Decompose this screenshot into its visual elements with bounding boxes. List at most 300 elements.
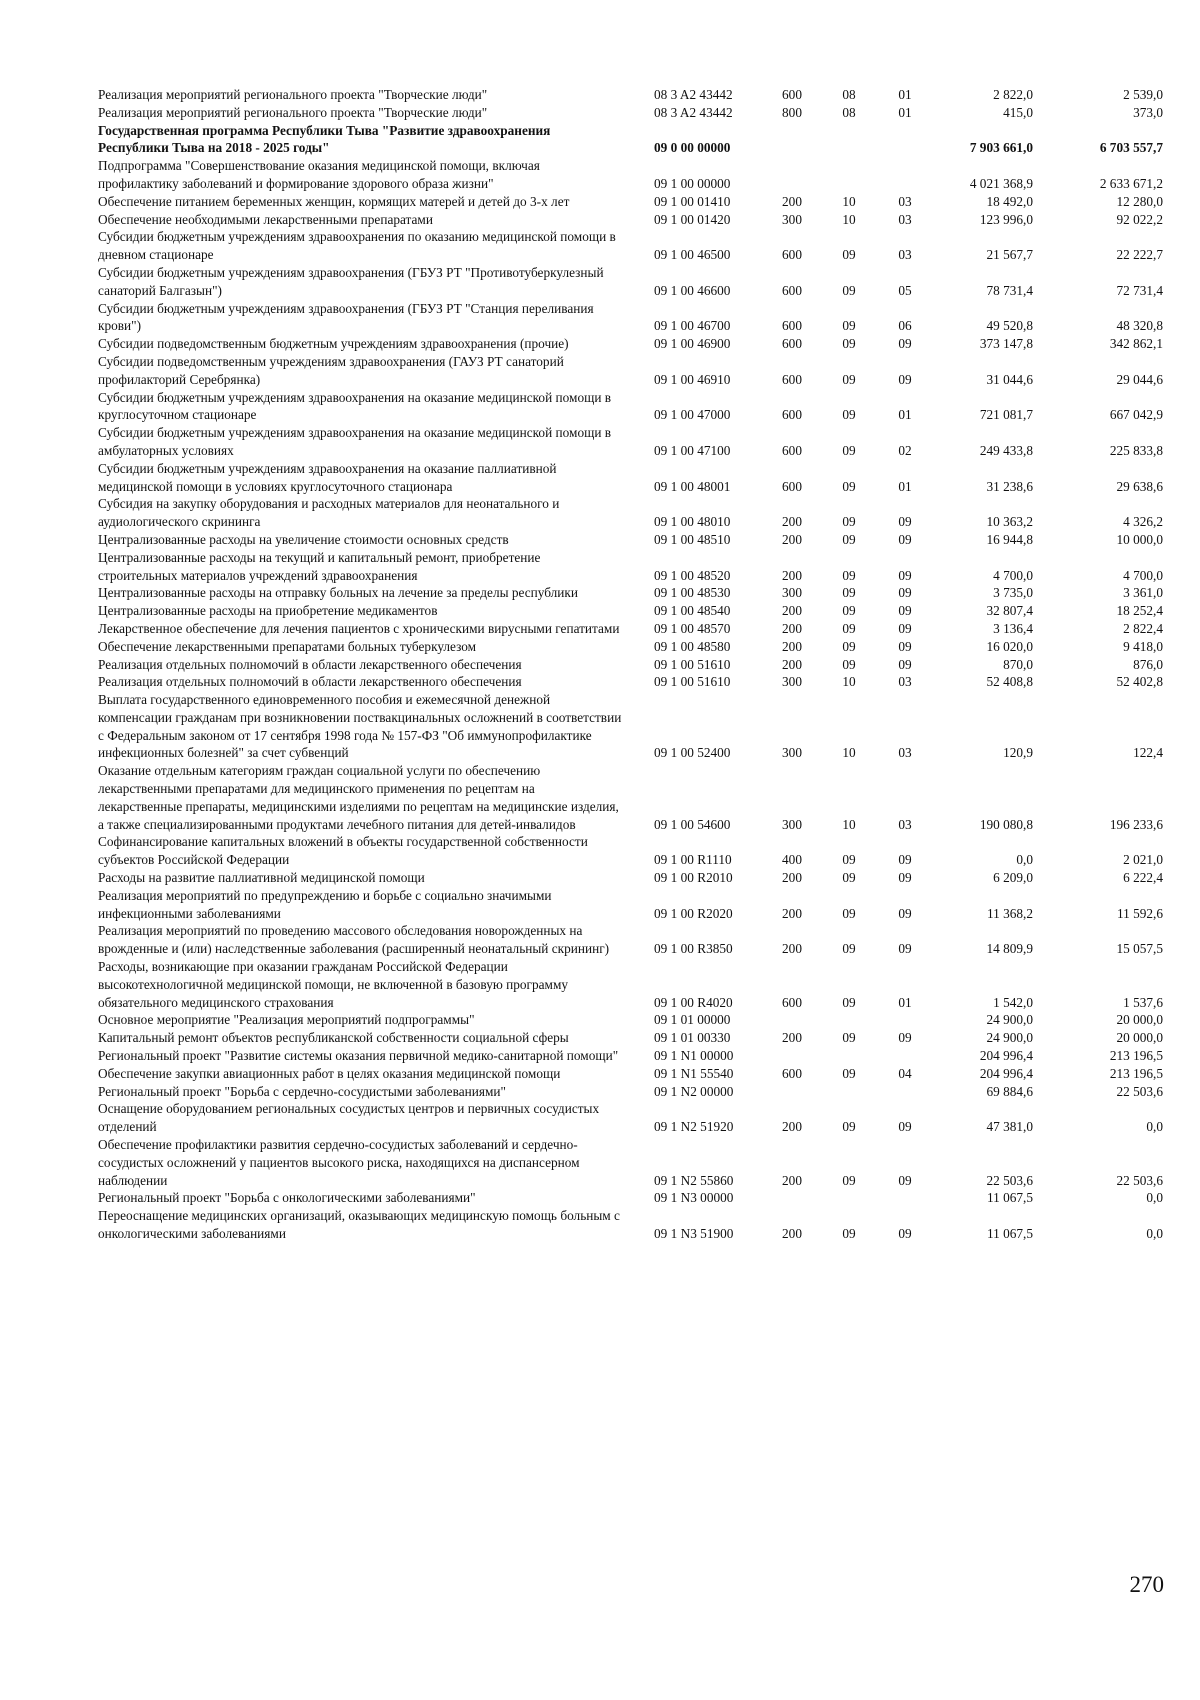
row-code: 09 1 00 46900: [654, 336, 731, 352]
row-amount-1: 190 080,8: [979, 816, 1033, 832]
row-name: Обеспечение профилактики развития сердечно-сосудистых заболеваний и сердечно-сосудистых осложнений у пациентов высокого риска, находящихся на диспансерном наблюдении: [98, 1137, 580, 1188]
row-amount-1: 204 996,4: [979, 1048, 1033, 1064]
row-section: 08: [842, 87, 856, 102]
row-name: Субсидии бюджетным учреждениям здравоохранения на оказание медицинской помощи в амбулаторных условиях: [98, 425, 612, 458]
row-amount-2: 22 503,6: [1116, 1172, 1163, 1188]
row-expense-type: 200: [782, 620, 802, 636]
row-code: 09 1 N2 00000: [654, 1083, 734, 1099]
row-amount-2: 3 361,0: [1123, 585, 1163, 601]
table-row: [98, 122, 1163, 158]
row-subsection: 09: [898, 905, 912, 921]
row-name: Централизованные расходы на приобретение медикаментов: [98, 603, 438, 619]
row-name: Подпрограмма "Совершенствование оказания медицинской помощи, включая профилактику заболеваний и формирование здорового образа жизни": [98, 158, 540, 191]
table-row: [98, 86, 1163, 104]
row-code: 09 1 00 R2020: [654, 905, 733, 921]
row-amount-2: 342 862,1: [1109, 336, 1163, 352]
row-section: 09: [842, 247, 856, 263]
row-amount-2: 2 633 671,2: [1099, 175, 1163, 191]
row-expense-type: 600: [782, 478, 802, 494]
row-name: Капитальный ремонт объектов республиканской собственности социальной сферы: [98, 1030, 569, 1046]
row-subsection: 01: [898, 87, 912, 102]
row-section: 09: [842, 941, 856, 957]
row-expense-type: 600: [782, 282, 802, 298]
row-subsection: 09: [898, 603, 912, 619]
row-code: 09 1 00 54600: [654, 816, 731, 832]
row-name: Реализация отдельных полномочий в области лекарственного обеспечения: [98, 674, 522, 690]
row-section: 09: [842, 905, 856, 921]
row-amount-2: 22 222,7: [1116, 247, 1163, 263]
row-name: Субсидии бюджетным учреждениям здравоохранения (ГБУЗ РТ "Станция переливания крови"): [98, 300, 594, 334]
row-code: 08 3 A2 43442: [654, 104, 733, 120]
row-amount-1: 78 731,4: [986, 282, 1033, 298]
row-amount-1: 373 147,8: [979, 336, 1033, 352]
row-expense-type: 600: [782, 371, 802, 387]
row-amount-2: 12 280,0: [1116, 193, 1163, 209]
row-name: Централизованные расходы на отправку больных на лечение за пределы республики: [98, 585, 578, 601]
row-amount-2: 2 539,0: [1123, 87, 1163, 102]
row-subsection: 03: [898, 745, 912, 761]
table-row: [98, 300, 1163, 336]
row-amount-1: 120,9: [1003, 745, 1033, 761]
row-expense-type: 200: [782, 1119, 802, 1135]
row-amount-1: 4 700,0: [993, 567, 1033, 583]
row-section: 09: [842, 371, 856, 387]
row-amount-2: 667 042,9: [1109, 407, 1163, 423]
row-expense-type: 600: [782, 247, 802, 263]
row-expense-type: 200: [782, 656, 802, 672]
row-subsection: 09: [898, 852, 912, 868]
table-row: [98, 1189, 1163, 1207]
row-subsection: 03: [898, 247, 912, 263]
table-row: [98, 193, 1163, 211]
row-expense-type: 600: [782, 994, 802, 1010]
row-section: 09: [842, 870, 856, 886]
row-expense-type: 200: [782, 870, 802, 886]
table-body: [98, 86, 1163, 1243]
row-subsection: 09: [898, 1172, 912, 1188]
row-amount-1: 31 044,6: [986, 371, 1033, 387]
row-section: [821, 122, 877, 158]
row-name: Оснащение оборудованием региональных сосудистых центров и первичных сосудистых отделений: [98, 1101, 600, 1135]
row-name: Оказание отдельным категориям граждан социальной услуги по обеспечению лекарственными препаратами для медицинского применения по рецептам на лекарственные препараты, медицинскими изделиями по рецептам на медицинские изделия, а также специализированными продуктами лечебного питания для детей-инвалидов: [98, 763, 619, 832]
row-code: 09 1 00 51610: [654, 656, 731, 672]
row-section: 09: [842, 656, 856, 672]
row-name: Региональный проект "Борьба с онкологическими заболеваниями": [98, 1190, 476, 1206]
row-code: 09 1 00 47100: [654, 442, 731, 458]
row-expense-type: 200: [782, 905, 802, 921]
row-amount-1: 47 381,0: [986, 1119, 1033, 1135]
row-amount-1: 22 503,6: [986, 1172, 1033, 1188]
row-amount-2: 373,0: [1133, 104, 1163, 120]
row-subsection: [877, 1047, 933, 1065]
table-row: [98, 887, 1163, 923]
table-row: [98, 1083, 1163, 1101]
row-code: 09 1 00 R4020: [654, 994, 733, 1010]
row-expense-type: 300: [782, 585, 802, 601]
row-amount-1: 21 567,7: [986, 247, 1033, 263]
row-amount-2: 18 252,4: [1116, 603, 1163, 619]
row-amount-2: 213 196,5: [1109, 1048, 1163, 1064]
row-amount-2: 2 822,4: [1123, 620, 1163, 636]
row-subsection: 09: [898, 1030, 912, 1046]
row-amount-1: 49 520,8: [986, 318, 1033, 334]
table-row: [98, 584, 1163, 602]
row-code: 09 1 N3 51900: [654, 1226, 734, 1241]
row-subsection: 04: [898, 1065, 912, 1081]
row-section: 09: [842, 282, 856, 298]
row-name: Субсидии подведомственным учреждениям здравоохранения (ГАУЗ РТ санаторий профилакторий Серебрянка): [98, 353, 564, 387]
row-subsection: [877, 1011, 933, 1029]
table-row: [98, 922, 1163, 958]
table-row: [98, 602, 1163, 620]
row-amount-1: 31 238,6: [986, 478, 1033, 494]
row-section: 08: [842, 104, 856, 120]
table-row: [98, 620, 1163, 638]
row-section: [821, 1189, 877, 1207]
row-name: Лекарственное обеспечение для лечения пациентов с хроническими вирусными гепатитами: [98, 620, 620, 636]
row-section: 09: [842, 442, 856, 458]
row-code: 09 1 00 46700: [654, 318, 731, 334]
row-amount-1: 14 809,9: [986, 941, 1033, 957]
row-expense-type: 600: [782, 318, 802, 334]
row-amount-1: 3 136,4: [993, 620, 1033, 636]
row-amount-1: 4 021 368,9: [969, 175, 1033, 191]
row-amount-1: 24 900,0: [986, 1012, 1033, 1028]
row-expense-type: 400: [782, 852, 802, 868]
row-subsection: 01: [898, 994, 912, 1010]
row-subsection: 09: [898, 514, 912, 530]
row-name: Софинансирование капитальных вложений в объекты государственной собственности субъектов Российской Федерации: [98, 834, 588, 868]
row-name: Централизованные расходы на увеличение стоимости основных средств: [98, 531, 509, 547]
row-section: 09: [842, 603, 856, 619]
row-subsection: 09: [898, 638, 912, 654]
table-row: [98, 958, 1163, 1011]
table-row: [98, 104, 1163, 122]
row-section: 10: [842, 211, 856, 227]
row-code: 09 1 00 48580: [654, 638, 731, 654]
row-amount-1: 52 408,8: [986, 674, 1033, 690]
row-subsection: 01: [898, 407, 912, 423]
table-row: [98, 228, 1163, 264]
table-row: [98, 673, 1163, 691]
table-row: [98, 656, 1163, 674]
row-expense-type: [763, 157, 821, 193]
row-subsection: 09: [898, 585, 912, 601]
row-expense-type: [763, 1189, 821, 1207]
row-subsection: 03: [898, 193, 912, 209]
row-code: 09 1 N2 51920: [654, 1119, 734, 1135]
row-section: 09: [842, 318, 856, 334]
table-row: [98, 1065, 1163, 1083]
row-amount-1: 10 363,2: [986, 514, 1033, 530]
row-amount-1: 18 492,0: [986, 193, 1033, 209]
row-subsection: 09: [898, 567, 912, 583]
row-amount-2: 225 833,8: [1109, 442, 1163, 458]
page-number: 270: [1129, 1572, 1164, 1597]
row-section: 09: [842, 1119, 856, 1135]
row-section: 09: [842, 531, 856, 547]
row-code: 09 1 00 51610: [654, 674, 731, 690]
row-name: Субсидии бюджетным учреждениям здравоохранения по оказанию медицинской помощи в дневном стационаре: [98, 229, 616, 263]
row-subsection: 03: [898, 211, 912, 227]
row-name: Обеспечение лекарственными препаратами больных туберкулезом: [98, 638, 477, 654]
row-code: 09 1 00 48530: [654, 585, 731, 601]
row-expense-type: 200: [782, 1226, 802, 1241]
row-section: 09: [842, 336, 856, 352]
row-amount-2: 48 320,8: [1116, 318, 1163, 334]
row-amount-1: 721 081,7: [979, 407, 1033, 423]
row-name: Реализация мероприятий по предупреждению и борьбе с социально значимыми инфекционными заболеваниями: [98, 887, 552, 921]
row-amount-2: 15 057,5: [1116, 941, 1163, 957]
row-code: 09 1 00 R3850: [654, 941, 733, 957]
row-section: [821, 1083, 877, 1101]
row-code: 09 1 N1 55540: [654, 1065, 734, 1081]
row-amount-1: 204 996,4: [979, 1065, 1033, 1081]
row-code: 09 1 00 47000: [654, 407, 731, 423]
row-name: Реализация отдельных полномочий в области лекарственного обеспечения: [98, 656, 522, 672]
table-row: [98, 495, 1163, 531]
row-code: 09 1 00 52400: [654, 745, 731, 761]
row-name: Обеспечение закупки авиационных работ в целях оказания медицинской помощи: [98, 1065, 561, 1081]
row-section: 10: [842, 193, 856, 209]
row-code: 09 1 00 48001: [654, 478, 731, 494]
row-name: Региональный проект "Борьба с сердечно-сосудистыми заболеваниями": [98, 1083, 506, 1099]
budget-table: [98, 86, 1163, 1243]
row-section: 10: [842, 816, 856, 832]
table-row: [98, 833, 1163, 869]
row-expense-type: [763, 1011, 821, 1029]
row-subsection: 09: [898, 620, 912, 636]
row-amount-2: 11 592,6: [1116, 905, 1163, 921]
row-name: Субсидии подведомственным бюджетным учреждениям здравоохранения (прочие): [98, 336, 569, 352]
row-expense-type: 300: [782, 816, 802, 832]
row-name: Реализация мероприятий регионального проекта "Творческие люди": [98, 104, 488, 120]
row-name: Субсидия на закупку оборудования и расходных материалов для неонатального и аудиологического скрининга: [98, 496, 560, 530]
row-amount-1: 870,0: [1003, 656, 1033, 672]
row-subsection: 06: [898, 318, 912, 334]
row-amount-1: 11 368,2: [986, 905, 1033, 921]
row-amount-1: 16 944,8: [986, 531, 1033, 547]
row-expense-type: 300: [782, 674, 802, 690]
table-row: [98, 1136, 1163, 1189]
row-amount-1: 415,0: [1003, 104, 1033, 120]
table-row: [98, 389, 1163, 425]
table-row: [98, 264, 1163, 300]
row-amount-2: 9 418,0: [1123, 638, 1163, 654]
row-code: 08 3 A2 43442: [654, 87, 733, 102]
row-amount-2: 10 000,0: [1116, 531, 1163, 547]
row-section: 09: [842, 585, 856, 601]
row-amount-1: 7 903 661,0: [969, 140, 1033, 156]
row-amount-2: 0,0: [1146, 1226, 1163, 1241]
row-amount-1: 24 900,0: [986, 1030, 1033, 1046]
row-subsection: 03: [898, 674, 912, 690]
row-expense-type: 200: [782, 514, 802, 530]
row-amount-1: 3 735,0: [993, 585, 1033, 601]
row-section: [821, 157, 877, 193]
row-section: 09: [842, 994, 856, 1010]
row-amount-2: 4 326,2: [1123, 514, 1163, 530]
row-code: 09 1 00 46500: [654, 247, 731, 263]
table-row: [98, 211, 1163, 229]
row-name: Субсидии бюджетным учреждениям здравоохранения на оказание медицинской помощи в круглосуточном стационаре: [98, 389, 612, 423]
row-expense-type: 200: [782, 1030, 802, 1046]
row-name: Субсидии бюджетным учреждениям здравоохранения на оказание паллиативной медицинской помощи в условиях круглосуточного стационара: [98, 460, 557, 494]
row-subsection: 03: [898, 816, 912, 832]
row-amount-1: 11 067,5: [986, 1226, 1033, 1241]
row-section: 09: [842, 478, 856, 494]
row-expense-type: [763, 1047, 821, 1065]
row-subsection: 01: [898, 478, 912, 494]
row-amount-1: 0,0: [1016, 852, 1033, 868]
row-expense-type: 200: [782, 531, 802, 547]
row-expense-type: 600: [782, 442, 802, 458]
row-section: 09: [842, 1226, 856, 1241]
row-expense-type: [763, 1083, 821, 1101]
row-amount-2: 2 021,0: [1123, 852, 1163, 868]
row-subsection: [877, 1189, 933, 1207]
row-code: 09 1 00 46600: [654, 282, 731, 298]
table-row: [98, 1207, 1163, 1243]
row-name: Обеспечение питанием беременных женщин, кормящих матерей и детей до 3-х лет: [98, 193, 570, 209]
row-section: 09: [842, 620, 856, 636]
row-subsection: 09: [898, 1119, 912, 1135]
row-subsection: 09: [898, 941, 912, 957]
row-section: 10: [842, 674, 856, 690]
table-row: [98, 1029, 1163, 1047]
row-expense-type: 600: [782, 1065, 802, 1081]
row-section: 09: [842, 1172, 856, 1188]
row-code: 09 1 01 00330: [654, 1030, 731, 1046]
row-expense-type: 600: [782, 87, 802, 102]
row-code: 09 1 N1 00000: [654, 1048, 734, 1064]
row-subsection: 09: [898, 371, 912, 387]
row-section: 09: [842, 1030, 856, 1046]
table-row: [98, 762, 1163, 833]
row-subsection: [877, 1083, 933, 1101]
row-amount-2: 4 700,0: [1123, 567, 1163, 583]
row-name: Реализация мероприятий регионального проекта "Творческие люди": [98, 87, 488, 102]
row-code: 09 0 00 00000: [654, 140, 731, 156]
row-expense-type: 600: [782, 336, 802, 352]
row-section: 09: [842, 567, 856, 583]
row-section: 09: [842, 1065, 856, 1081]
row-amount-2: 52 402,8: [1116, 674, 1163, 690]
row-code: 09 1 00 R1110: [654, 852, 732, 868]
row-code: 09 1 00 46910: [654, 371, 731, 387]
row-code: 09 1 00 R2010: [654, 870, 733, 886]
row-subsection: [877, 157, 933, 193]
table-row: [98, 691, 1163, 762]
row-amount-2: 29 044,6: [1116, 371, 1163, 387]
row-amount-2: 6 222,4: [1123, 870, 1163, 886]
row-amount-2: 20 000,0: [1116, 1012, 1163, 1028]
row-name: Переоснащение медицинских организаций, оказывающих медицинскую помощь больным с онкологическими заболеваниями: [98, 1208, 620, 1241]
table-row: [98, 1047, 1163, 1065]
row-subsection: [877, 122, 933, 158]
row-code: 09 1 00 00000: [654, 175, 731, 191]
row-name: Обеспечение необходимыми лекарственными препаратами: [98, 211, 433, 227]
row-subsection: 09: [898, 1226, 912, 1241]
row-amount-1: 249 433,8: [979, 442, 1033, 458]
row-code: 09 1 00 01410: [654, 193, 731, 209]
row-section: 09: [842, 638, 856, 654]
row-amount-2: 6 703 557,7: [1099, 140, 1163, 156]
row-expense-type: 300: [782, 211, 802, 227]
row-expense-type: [763, 122, 821, 158]
table-row: [98, 424, 1163, 460]
row-name: Реализация мероприятий по проведению массового обследования новорожденных на врожденные и (или) наследственные заболевания (расширенный неонатальный скрининг): [98, 923, 610, 957]
row-amount-1: 16 020,0: [986, 638, 1033, 654]
row-code: 09 1 N2 55860: [654, 1172, 734, 1188]
row-amount-2: 72 731,4: [1116, 282, 1163, 298]
row-name: Централизованные расходы на текущий и капитальный ремонт, приобретение строительных материалов учреждений здравоохранения: [98, 549, 541, 583]
row-expense-type: 300: [782, 745, 802, 761]
row-name: Расходы, возникающие при оказании гражданам Российской Федерации высокотехнологичной медицинской помощи, не включенной в базовую программу обязательного медицинского страхования: [98, 959, 569, 1010]
row-section: 10: [842, 745, 856, 761]
row-subsection: 09: [898, 531, 912, 547]
row-amount-1: 11 067,5: [986, 1190, 1033, 1206]
row-amount-2: 122,4: [1133, 745, 1163, 761]
row-code: 09 1 00 48510: [654, 531, 731, 547]
row-amount-2: 876,0: [1133, 656, 1163, 672]
row-name: Субсидии бюджетным учреждениям здравоохранения (ГБУЗ РТ "Противотуберкулезный санаторий Балгазын"): [98, 264, 604, 298]
row-expense-type: 200: [782, 638, 802, 654]
row-expense-type: 200: [782, 567, 802, 583]
table-row: [98, 460, 1163, 496]
row-amount-1: 2 822,0: [993, 87, 1033, 102]
row-amount-2: 29 638,6: [1116, 478, 1163, 494]
table-row: [98, 157, 1163, 193]
row-amount-2: 0,0: [1146, 1190, 1163, 1206]
row-code: 09 1 00 48010: [654, 514, 731, 530]
row-section: 09: [842, 514, 856, 530]
row-subsection: 09: [898, 870, 912, 886]
row-code: 09 1 01 00000: [654, 1012, 731, 1028]
row-amount-2: 213 196,5: [1109, 1065, 1163, 1081]
row-subsection: 01: [898, 104, 912, 120]
row-expense-type: 600: [782, 407, 802, 423]
table-row: [98, 869, 1163, 887]
row-expense-type: 200: [782, 193, 802, 209]
row-code: 09 1 N3 00000: [654, 1190, 734, 1206]
row-name: Расходы на развитие паллиативной медицинской помощи: [98, 870, 425, 886]
row-section: 09: [842, 852, 856, 868]
table-row: [98, 1100, 1163, 1136]
row-expense-type: 200: [782, 1172, 802, 1188]
table-row: [98, 638, 1163, 656]
row-name: Государственная программа Республики Тыва "Развитие здравоохранения Республики Тыва на 2018 - 2025 годы": [98, 122, 551, 156]
row-code: 09 1 00 48540: [654, 603, 731, 619]
row-expense-type: 200: [782, 941, 802, 957]
row-subsection: 09: [898, 656, 912, 672]
row-name: Региональный проект "Развитие системы оказания первичной медико-санитарной помощи": [98, 1048, 619, 1064]
row-amount-2: 92 022,2: [1116, 211, 1163, 227]
table-row: [98, 531, 1163, 549]
row-subsection: 02: [898, 442, 912, 458]
row-subsection: 05: [898, 282, 912, 298]
row-amount-2: 0,0: [1146, 1119, 1163, 1135]
row-amount-1: 69 884,6: [986, 1083, 1033, 1099]
row-section: [821, 1011, 877, 1029]
row-name: Основное мероприятие "Реализация мероприятий подпрограммы": [98, 1012, 475, 1028]
table-row: [98, 1011, 1163, 1029]
row-code: 09 1 00 01420: [654, 211, 731, 227]
row-expense-type: 200: [782, 603, 802, 619]
row-expense-type: 800: [782, 104, 802, 120]
row-code: 09 1 00 48570: [654, 620, 731, 636]
row-section: [821, 1047, 877, 1065]
